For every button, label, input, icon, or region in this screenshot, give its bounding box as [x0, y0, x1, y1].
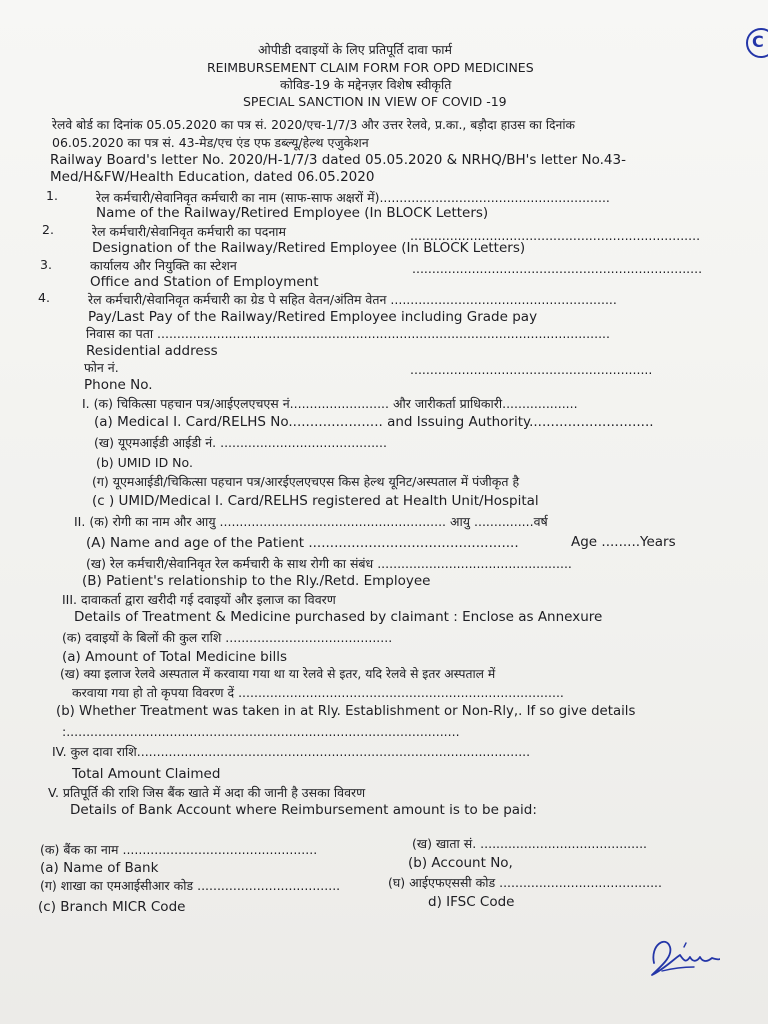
employee-name-label-hindi: रेल कर्मचारी/सेवानिवृत कर्मचारी का नाम (साफ-साफ अक्षरों में).......................................................... — [96, 190, 610, 205]
treatment-place-label-hindi-1: (ख) क्या इलाज रेलवे अस्पताल में करवाया गया था या रेलवे से इतर, यदि रेलवे से इतर अस्पताल में — [60, 667, 496, 681]
phone-field[interactable]: ............................................................. — [410, 362, 653, 377]
sanction-english: SPECIAL SANCTION IN VIEW OF COVID -19 — [243, 94, 507, 109]
total-claim-label: Total Amount Claimed — [72, 766, 221, 782]
item-number-1: 1. — [46, 188, 58, 203]
title-hindi: ओपीडी दवाइयों के लिए प्रतिपूर्ति दावा फार्म — [258, 42, 452, 57]
address-label-hindi: निवास का पता .................................................................................................................. — [86, 326, 610, 341]
bank-details-heading: Details of Bank Account where Reimbursement amount is to be paid: — [70, 802, 537, 818]
registered-unit-label-hindi: (ग) यूएमआईडी/चिकित्सा पहचान पत्र/आरईएलएचएस किस हेल्थ यूनिट/अस्पताल में पंजीकृत है — [92, 474, 520, 489]
phone-label: Phone No. — [84, 377, 153, 393]
sanction-hindi: कोविड-19 के मद्देनज़र विशेष स्वीकृति — [280, 77, 452, 92]
patient-name-label: (A) Name and age of the Patient ................................................. — [86, 535, 519, 551]
treatment-details-heading: Details of Treatment & Medicine purchased by claimant : Enclose as Annexure — [74, 609, 603, 625]
micr-label: (c) Branch MICR Code — [38, 899, 186, 915]
title-english: REIMBURSEMENT CLAIM FORM FOR OPD MEDICINES — [207, 60, 534, 75]
item-number-4: 4. — [38, 290, 50, 305]
item-number-3: 3. — [40, 257, 52, 272]
office-label: Office and Station of Employment — [90, 274, 319, 290]
relationship-label-hindi: (ख) रेल कर्मचारी/सेवानिवृत रेल कर्मचारी के साथ रोगी का संबंध ................................................. — [86, 556, 572, 571]
office-label-hindi: कार्यालय और नियुक्ति का स्टेशन — [90, 258, 237, 273]
ifsc-label: d) IFSC Code — [428, 894, 515, 910]
medicine-bills-label-hindi: (क) दवाइयों के बिलों की कुल राशि .......................................... — [62, 630, 393, 645]
pay-label: Pay/Last Pay of the Railway/Retired Employee including Grade pay — [88, 309, 538, 325]
bank-name-label: (a) Name of Bank — [40, 860, 159, 876]
medical-card-label: (a) Medical I. Card/RELHS No...................... and Issuing Authority............................. — [94, 414, 654, 430]
relationship-label: (B) Patient's relationship to the Rly./Retd. Employee — [82, 573, 431, 589]
registered-unit-label: (c ) UMID/Medical I. Card/RELHS registered at Health Unit/Hospital — [92, 493, 539, 509]
item-number-2: 2. — [42, 222, 54, 237]
employee-name-label: Name of the Railway/Retired Employee (In BLOCK Letters) — [96, 205, 489, 221]
designation-label-hindi: रेल कर्मचारी/सेवानिवृत कर्मचारी का पदनाम — [92, 224, 287, 239]
umid-label: (b) UMID ID No. — [96, 455, 193, 470]
reference-hindi-line2: 06.05.2020 का पत्र सं. 43-मेड/एच एंड एफ डब्ल्यू/हेल्थ एजुकेशन — [52, 135, 369, 150]
account-number-label: (b) Account No, — [408, 855, 513, 871]
treatment-details-heading-hindi: III. दावाकर्ता द्वारा खरीदी गई दवाइयों और इलाज का विवरण — [62, 592, 336, 607]
treatment-place-label: (b) Whether Treatment was taken in at Rly. Establishment or Non-Rly,. If so give details — [56, 704, 636, 719]
medical-card-label-hindi: I. (क) चिकित्सा पहचान पत्र/आईएलएचएस नं......................... और जारीकर्ता प्राधिकारी................... — [82, 396, 578, 411]
signature-image — [640, 925, 720, 985]
treatment-place-label-hindi-2: करवाया गया हो तो कृपया विवरण दें .................................................................................. — [72, 685, 564, 700]
account-number-label-hindi: (ख) खाता सं. .......................................... — [412, 836, 648, 851]
patient-name-label-hindi: II. (क) रोगी का नाम और आयु ......................................................... आयु ...............वर्ष — [74, 514, 548, 529]
reference-english-line1: Railway Board's letter No. 2020/H-1/7/3 dated 05.05.2020 & NRHQ/BH's letter No.43- — [50, 152, 626, 168]
treatment-details-field[interactable]: :................................................................................................... — [62, 724, 460, 739]
designation-field[interactable]: ......................................................................... — [410, 228, 701, 243]
phone-label-hindi: फोन नं. — [84, 360, 119, 375]
page-corner-mark: C — [746, 28, 768, 58]
micr-label-hindi: (ग) शाखा का एमआईसीआर कोड .................................... — [40, 878, 341, 893]
total-claim-label-hindi: IV. कुल दावा राशि................................................................................................... — [52, 744, 531, 759]
ifsc-label-hindi: (घ) आईएफएससी कोड ......................................... — [388, 875, 663, 890]
bank-details-heading-hindi: V. प्रतिपूर्ति की राशि जिस बैंक खाते में अदा की जानी है उसका विवरण — [48, 785, 366, 800]
address-label: Residential address — [86, 343, 218, 359]
patient-age-label: Age .........Years — [571, 534, 676, 550]
office-field[interactable]: ......................................................................... — [412, 261, 703, 276]
medicine-bills-label: (a) Amount of Total Medicine bills — [62, 649, 288, 665]
bank-name-label-hindi: (क) बैंक का नाम ................................................. — [40, 842, 318, 857]
umid-label-hindi: (ख) यूएमआईडी आईडी नं. .......................................... — [94, 435, 387, 450]
designation-label: Designation of the Railway/Retired Employee (In BLOCK Letters) — [92, 240, 526, 256]
pay-label-hindi: रेल कर्मचारी/सेवानिवृत कर्मचारी का ग्रेड पे सहित वेतन/अंतिम वेतन ......................................................... — [88, 292, 617, 307]
reference-hindi-line1: रेलवे बोर्ड का दिनांक 05.05.2020 का पत्र सं. 2020/एच-1/7/3 और उत्तर रेलवे, प्र.का., बड़ौदा हाउस का दिनांक — [52, 118, 576, 132]
reference-english-line2: Med/H&FW/Health Education, dated 06.05.2020 — [50, 169, 375, 185]
